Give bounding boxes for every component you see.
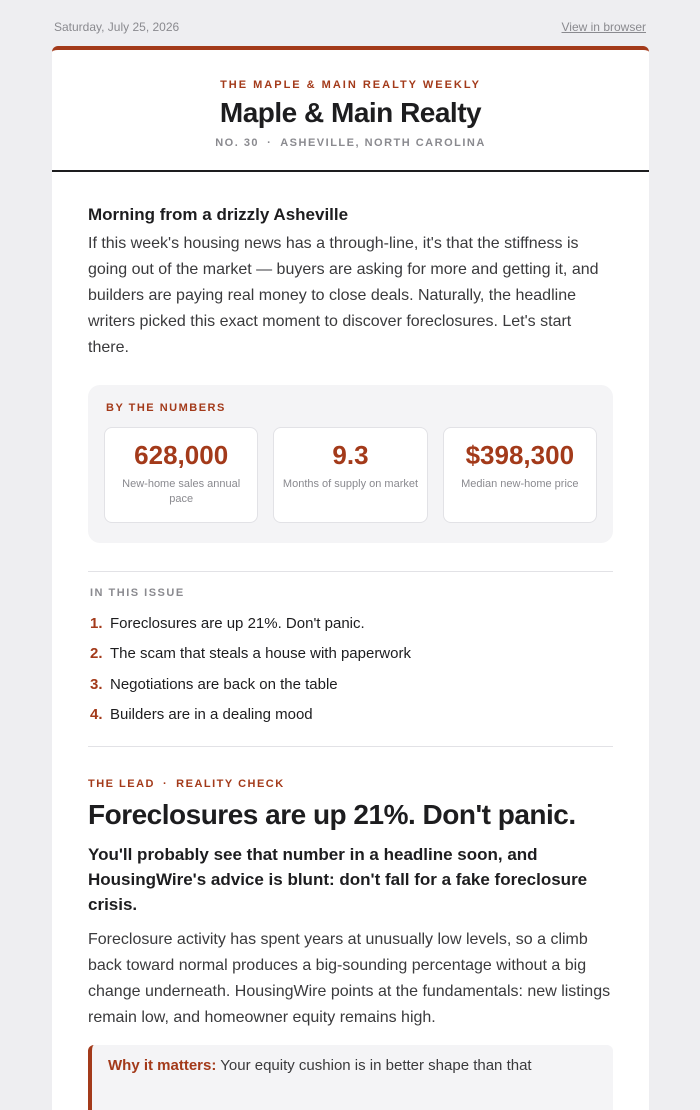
toc-item-number: 2. <box>90 645 103 663</box>
toc-item[interactable] <box>90 700 613 731</box>
masthead-kicker: THE MAPLE & MAIN REALTY WEEKLY <box>220 79 481 91</box>
by-the-numbers-title: BY THE NUMBERS <box>106 402 226 414</box>
lead-title: Foreclosures are up 21%. Don't panic. <box>88 799 576 830</box>
lead-dek: You'll probably see that number in a headline soon, and HousingWire's advice is blunt: don't fall for a fake foreclosure crisis. <box>88 845 588 914</box>
table-of-contents <box>88 571 613 747</box>
stat-label: Months of supply on market <box>282 478 419 490</box>
toc-list <box>90 608 613 730</box>
greeting-title: Morning from a drizzly Asheville <box>88 205 349 224</box>
toc-title: IN THIS ISSUE <box>90 587 185 599</box>
stat-value: 9.3 <box>332 440 369 470</box>
lead-category: REALITY CHECK <box>176 778 285 790</box>
toc-item-number: 1. <box>90 614 103 632</box>
location: ASHEVILLE, NORTH CAROLINA <box>280 137 486 149</box>
brand-title: Maple & Main Realty <box>219 97 482 128</box>
toc-item-number: 4. <box>90 706 103 724</box>
callout-label: Why it matters: <box>108 1057 217 1074</box>
stat-label: Median new-home price <box>461 478 579 490</box>
why-it-matters-callout <box>88 1045 613 1110</box>
stat-label: New-home sales annual pace <box>122 478 241 505</box>
stat-card <box>104 427 258 523</box>
toc-item[interactable] <box>90 608 613 639</box>
toc-item-label[interactable]: Negotiations are back on the table <box>110 675 338 693</box>
separator-dot: · <box>163 778 169 790</box>
toc-item[interactable] <box>90 639 613 670</box>
stat-value: 628,000 <box>134 440 229 470</box>
lead-section-tag <box>88 778 613 790</box>
lead-section: THE LEAD <box>88 778 155 790</box>
greeting-body: If this week's housing news has a through-line, it's that the stiffness is going out of the market — buyers are asking for more and getting it, and builders are paying real money to close deals. Naturally, the headline writers picked this exact moment to discover foreclosures. Let's start there. <box>88 235 599 356</box>
content <box>52 205 649 1110</box>
stat-value: $398,300 <box>465 440 575 470</box>
callout-text: Your equity cushion is in better shape than that <box>220 1057 532 1074</box>
stat-card <box>443 427 597 523</box>
toc-item-label[interactable]: The scam that steals a house with paperwork <box>110 645 411 663</box>
view-in-browser-link[interactable]: View in browser <box>561 20 646 34</box>
toc-item[interactable] <box>90 669 613 700</box>
preheader <box>0 0 700 46</box>
stats-row <box>104 427 597 523</box>
toc-item-label[interactable]: Builders are in a dealing mood <box>110 706 313 724</box>
issue-date: Saturday, July 25, 2026 <box>54 20 180 34</box>
lead-body: Foreclosure activity has spent years at unusually low levels, so a climb back toward normal produces a big-sounding percentage without a big change underneath. HousingWire points at the fundamentals: new listings remain low, and homeowner equity remains high. <box>88 931 611 1026</box>
toc-item-number: 3. <box>90 675 103 693</box>
stat-card <box>273 427 427 523</box>
issue-number: NO. 30 <box>215 137 260 149</box>
by-the-numbers <box>88 385 613 543</box>
masthead <box>52 50 649 172</box>
issue-line <box>52 137 649 149</box>
separator-dot: · <box>267 137 273 149</box>
toc-item-label[interactable]: Foreclosures are up 21%. Don't panic. <box>110 614 365 632</box>
newsletter-card <box>52 46 649 1110</box>
